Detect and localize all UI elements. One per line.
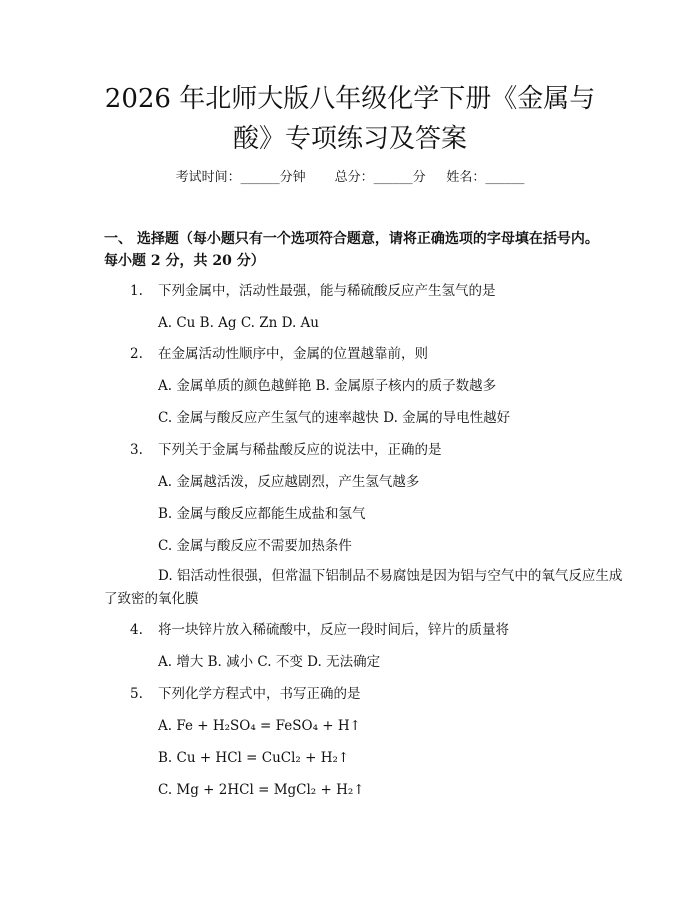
question-5-option-c: C. Mg + 2HCl = MgCl₂ + H₂↑ (158, 782, 365, 798)
question-1 (130, 281, 496, 301)
question-text: 下列化学方程式中，书写正确的是 (158, 686, 361, 702)
exam-time-field: 考试时间：______分钟 (175, 170, 306, 185)
question-3-option-c: C. 金属与酸反应不需要加热条件 (158, 538, 352, 554)
document-title-line-2: 酸》专项练习及答案 (232, 124, 467, 154)
question-5 (130, 684, 361, 704)
question-5-option-b: B. Cu + HCl = CuCl₂ + H₂↑ (158, 750, 350, 766)
student-name-field: 姓名：______ (446, 170, 525, 185)
question-text: 在金属活动性顺序中，金属的位置越靠前，则 (158, 346, 428, 362)
document-title-line-1: 2026 年北师大版八年级化学下册《金属与 (104, 84, 596, 114)
question-number: 3. (130, 442, 143, 458)
exam-score-field: 总分：______分 (334, 170, 426, 185)
question-4 (130, 620, 509, 640)
question-2-option-cd: C. 金属与酸反应产生氢气的速率越快 D. 金属的导电性越好 (158, 410, 511, 426)
question-text: 下列金属中，活动性最强，能与稀硫酸反应产生氢气的是 (158, 283, 496, 299)
exam-info (0, 168, 700, 188)
question-3 (130, 440, 442, 460)
question-text: 将一块锌片放入稀硫酸中，反应一段时间后，锌片的质量将 (158, 622, 509, 638)
question-3-option-d: D. 铝活动性很强，但常温下铝制品不易腐蚀是因为铝与空气中的氧气反应生成了致密的氧化膜 (104, 568, 623, 607)
section-heading-line-2: 每小题 2 分，共 20 分） (104, 253, 265, 269)
question-number: 5. (130, 686, 143, 702)
question-text: 下列关于金属与稀盐酸反应的说法中，正确的是 (158, 442, 442, 458)
question-number: 4. (130, 622, 143, 638)
question-1-options: A. Cu B. Ag C. Zn D. Au (158, 315, 319, 331)
question-2 (130, 344, 428, 364)
question-5-option-a: A. Fe + H₂SO₄ = FeSO₄ + H↑ (158, 718, 361, 734)
question-3-option-a: A. 金属越活泼，反应越剧烈，产生氢气越多 (158, 474, 420, 490)
question-number: 1. (130, 283, 143, 299)
question-3-option-b: B. 金属与酸反应都能生成盐和氢气 (158, 506, 366, 522)
section-heading-line-1: 一、 选择题（每小题只有一个选项符合题意，请将正确选项的字母填在括号内。 (104, 231, 599, 247)
question-2-option-ab: A. 金属单质的颜色越鲜艳 B. 金属原子核内的质子数越多 (158, 378, 497, 394)
question-4-options: A. 增大 B. 减小 C. 不变 D. 无法确定 (158, 654, 381, 670)
question-number: 2. (130, 346, 143, 362)
